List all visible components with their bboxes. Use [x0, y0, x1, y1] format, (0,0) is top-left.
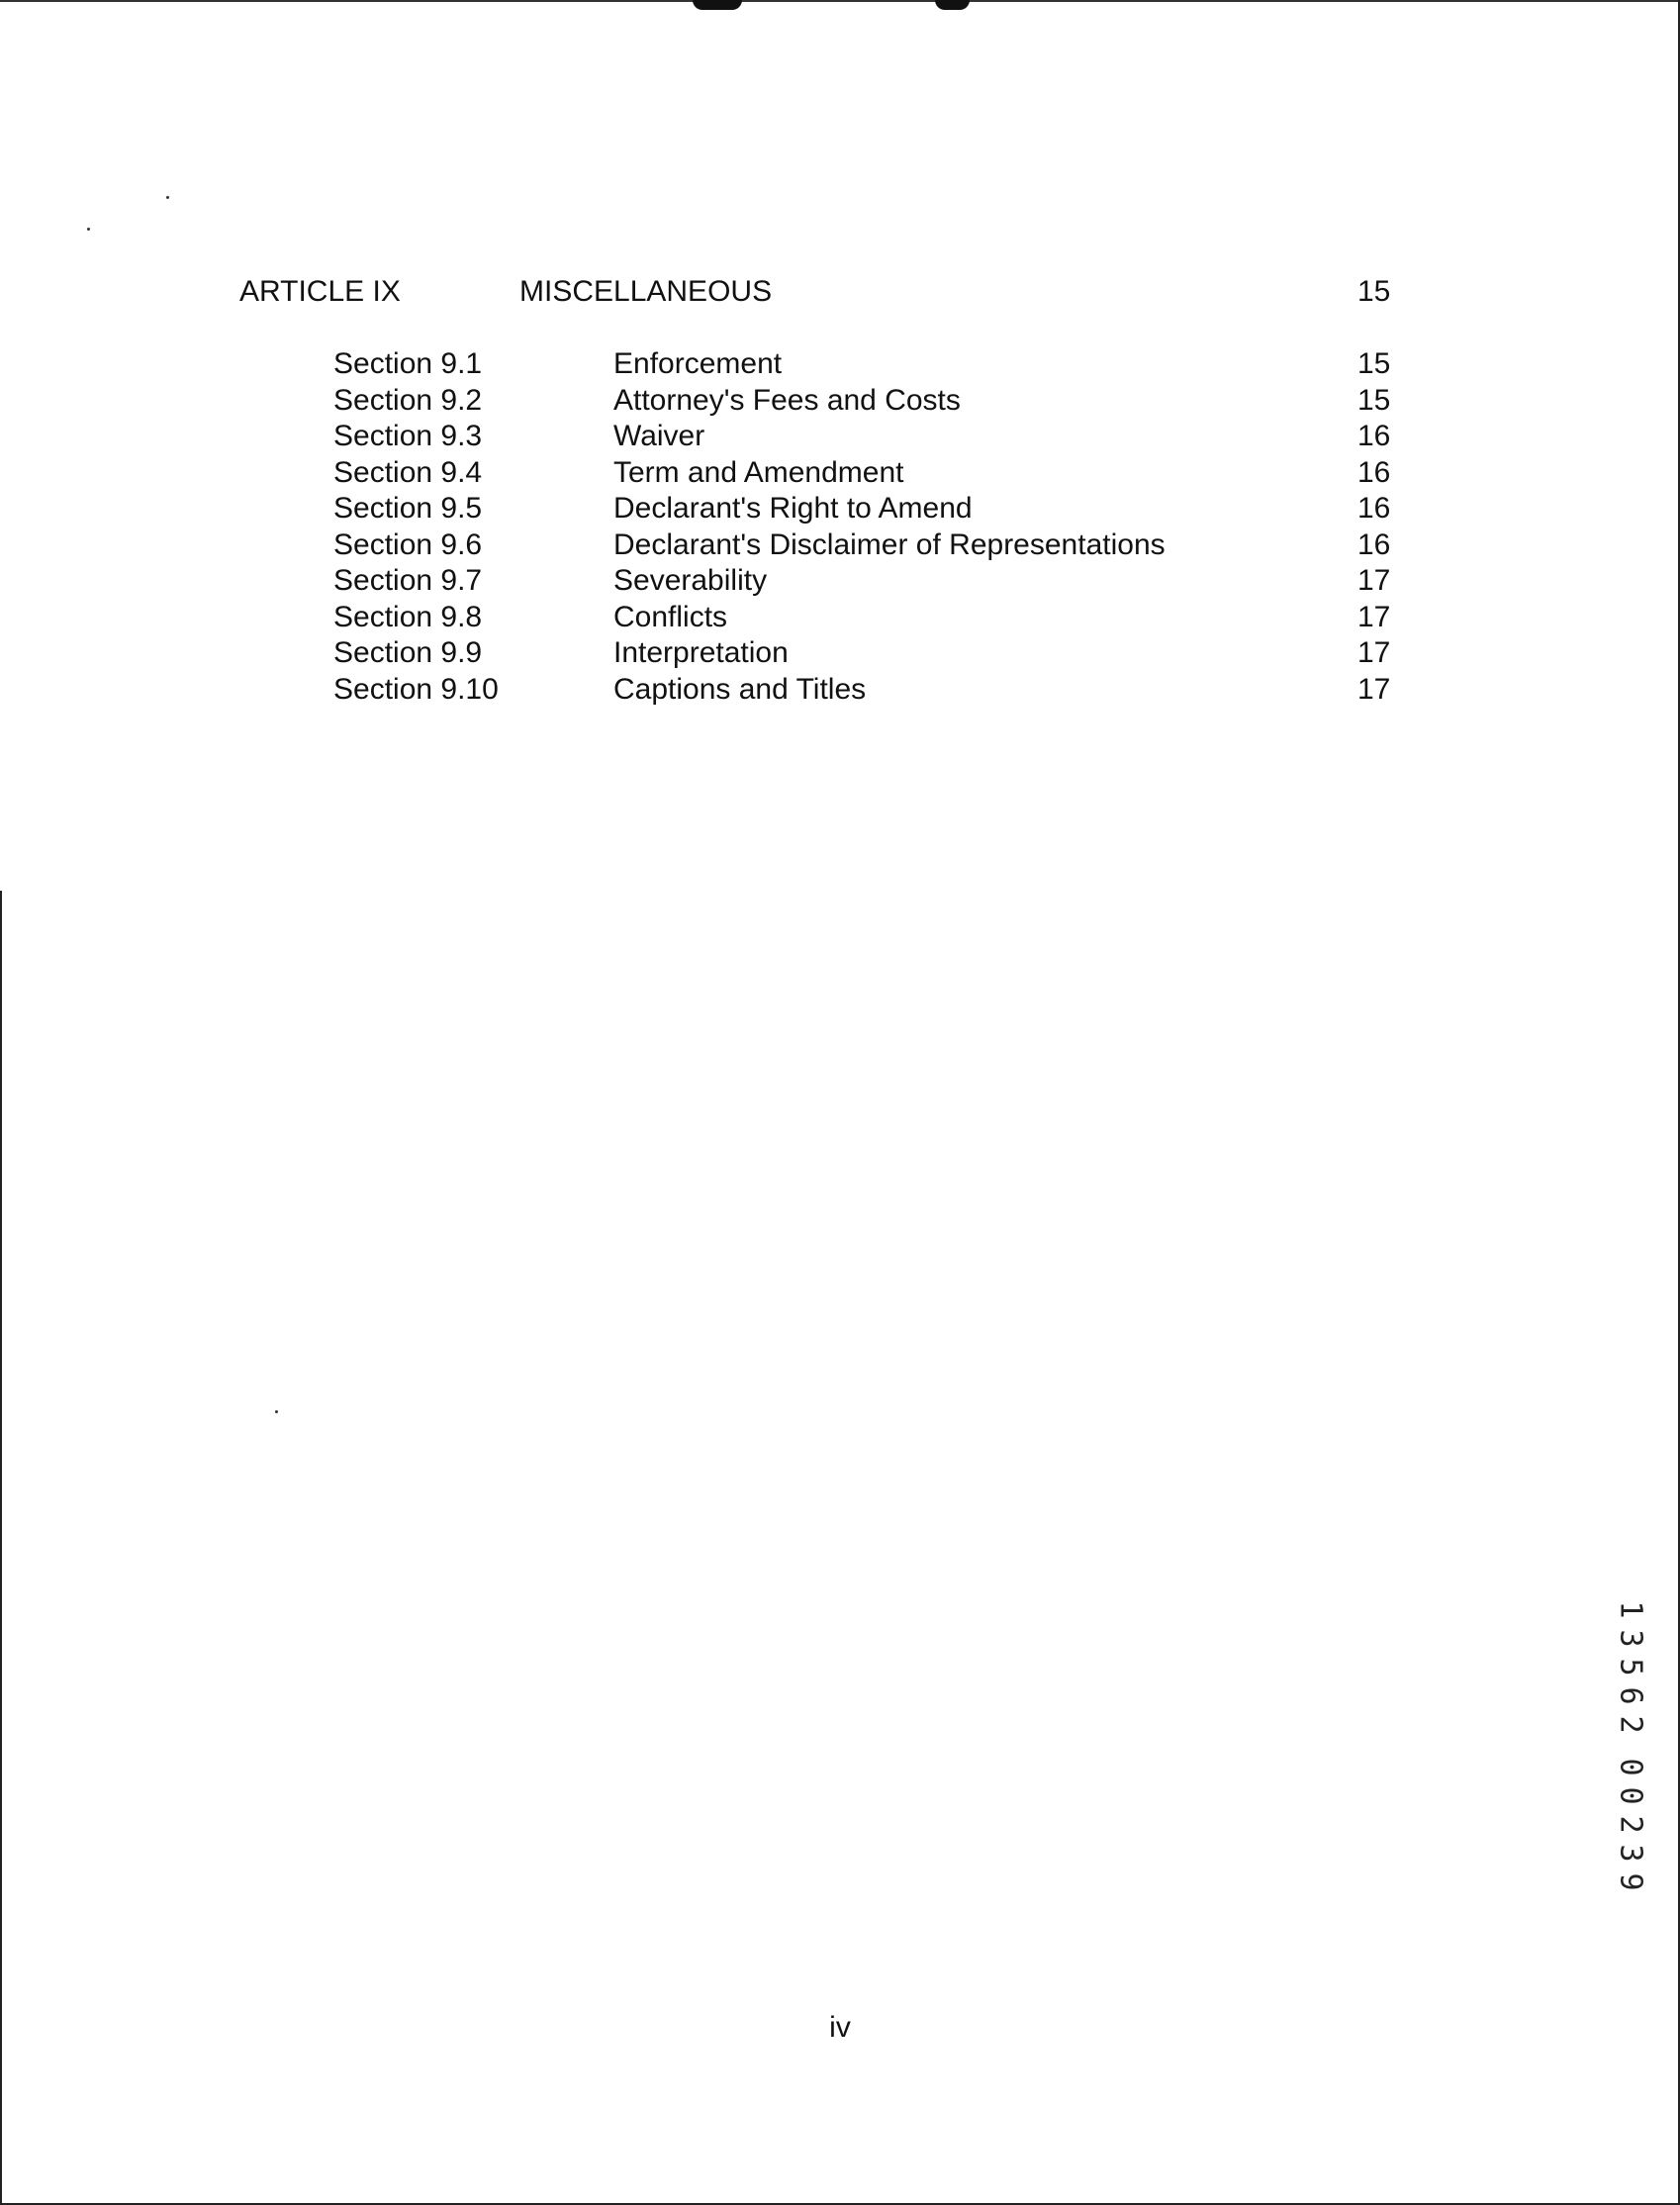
toc-row — [0, 527, 1680, 564]
section-title: Declarant's Right to Amend — [613, 492, 973, 525]
stamp-digit: 0 — [1613, 1786, 1648, 1805]
toc-row — [0, 600, 1680, 636]
scan-speck — [166, 196, 169, 199]
section-page-number: 15 — [1357, 383, 1391, 417]
section-title: Severability — [613, 564, 768, 597]
stamp-digit: 6 — [1613, 1686, 1648, 1705]
stamp-digit: 3 — [1613, 1844, 1648, 1863]
section-title: Captions and Titles — [613, 672, 867, 706]
toc-row — [0, 635, 1680, 672]
section-page-number: 16 — [1357, 492, 1391, 525]
section-number: Section 9.8 — [333, 600, 483, 633]
scan-speck — [87, 228, 90, 231]
toc-row — [0, 383, 1680, 420]
section-number: Section 9.2 — [333, 383, 483, 417]
article-heading — [0, 275, 1680, 315]
section-number: Section 9.6 — [333, 527, 483, 561]
section-number: Section 9.1 — [333, 347, 483, 380]
stamp-digit: 0 — [1613, 1758, 1648, 1776]
article-page-number: 15 — [1357, 275, 1391, 308]
section-title: Enforcement — [613, 347, 783, 380]
footer-page-number: iv — [829, 2011, 851, 2044]
section-page-number: 16 — [1357, 420, 1391, 452]
toc-row — [0, 672, 1680, 709]
stamp-digit: 2 — [1613, 1815, 1648, 1834]
section-list — [0, 346, 1680, 708]
toc-row — [0, 491, 1680, 527]
section-title: Attorney's Fees and Costs — [613, 383, 961, 417]
section-page-number: 17 — [1357, 600, 1391, 633]
stamp-digit: 1 — [1613, 1600, 1648, 1619]
section-number: Section 9.7 — [333, 564, 483, 597]
toc-row — [0, 455, 1680, 492]
stamp-digit: 2 — [1613, 1715, 1648, 1734]
section-page-number: 15 — [1357, 347, 1391, 380]
section-title: Waiver — [613, 420, 705, 452]
stamp-digit: 5 — [1613, 1658, 1648, 1677]
section-number: Section 9.10 — [333, 672, 499, 706]
scan-left-edge — [0, 891, 2, 2205]
section-title: Conflicts — [613, 600, 728, 633]
article-title: MISCELLANEOUS — [519, 275, 773, 308]
section-title: Declarant's Disclaimer of Representations — [613, 527, 1166, 561]
section-page-number: 16 — [1357, 455, 1391, 489]
section-page-number: 17 — [1357, 636, 1391, 669]
section-title: Term and Amendment — [613, 455, 904, 489]
section-title: Interpretation — [613, 636, 789, 669]
section-page-number: 17 — [1357, 672, 1391, 706]
section-page-number: 17 — [1357, 564, 1391, 597]
section-page-number: 16 — [1357, 527, 1391, 561]
toc-row — [0, 563, 1680, 600]
article-label: ARTICLE IX — [239, 275, 401, 308]
section-number: Section 9.3 — [333, 420, 483, 452]
toc-row — [0, 419, 1680, 455]
bates-stamp — [1611, 1595, 1650, 1896]
stamp-digit: 9 — [1613, 1872, 1648, 1891]
section-number: Section 9.9 — [333, 636, 483, 669]
scan-speck — [275, 1410, 278, 1413]
section-number: Section 9.4 — [333, 455, 483, 489]
section-number: Section 9.5 — [333, 492, 483, 525]
toc-row — [0, 346, 1680, 383]
stamp-digit: 3 — [1613, 1629, 1648, 1648]
